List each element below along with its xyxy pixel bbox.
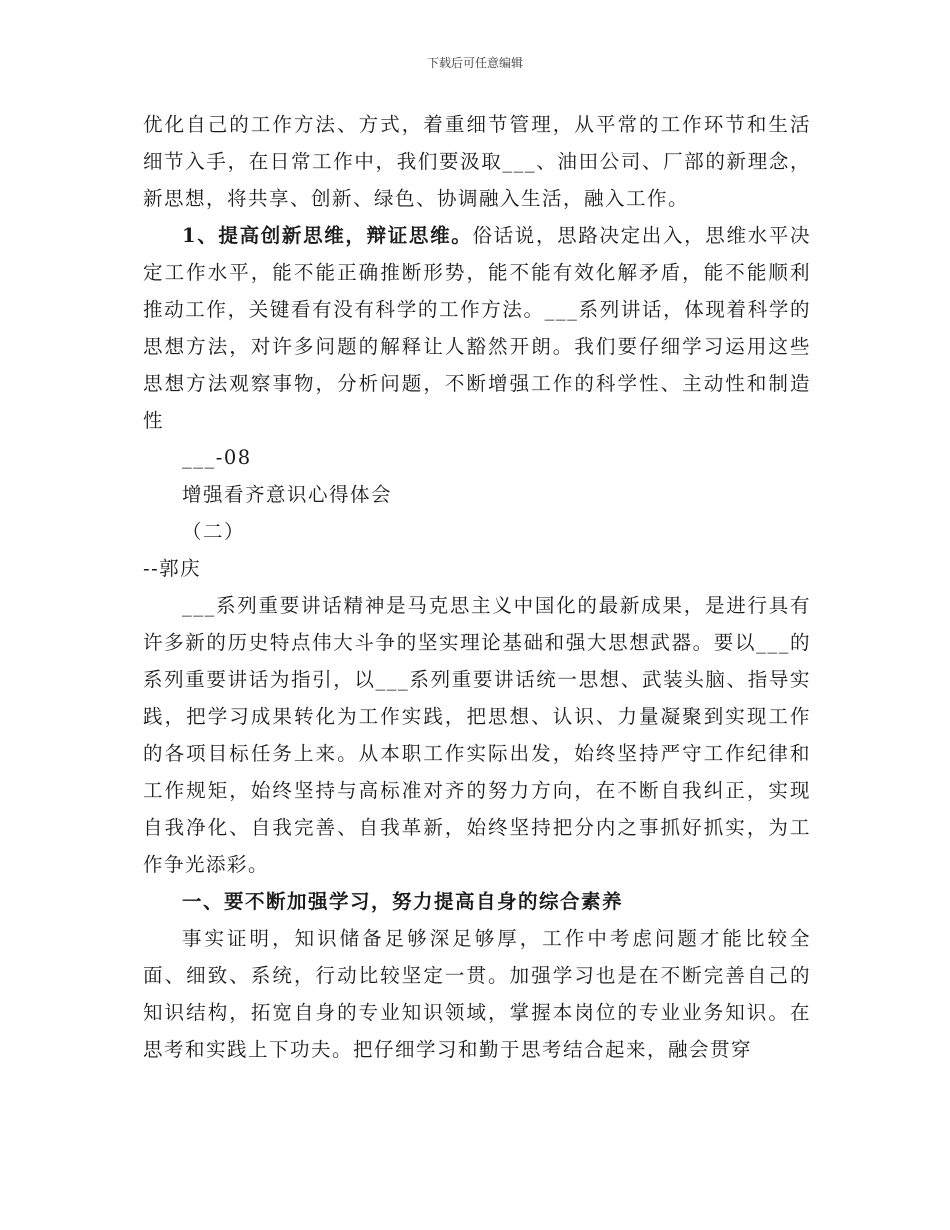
section-heading: 一、要不断加强学习，努力提高自身的综合素养: [182, 890, 624, 913]
article-title: 增强看齐意识心得体会: [182, 483, 393, 506]
paragraph-4: 事实证明，知识储备足够深足够厚，工作中考虑问题才能比较全面、细致、系统，行动比较坚定一贯。加强学习也是在不断完善自己的知识结构，拓宽自身的专业知识领域，掌握本岗位的专业业务知识。在思考和实践上下功夫。把仔细学习和勤于思考结合起来，融会贯穿: [143, 927, 811, 1061]
paragraph-2: [143, 217, 811, 439]
author-line: --郭庆: [143, 557, 202, 580]
paragraph-1: 优化自己的工作方法、方式，着重细节管理，从平常的工作环节和生活细节入手，在日常工作中，我们要汲取___、油田公司、厂部的新理念，新思想，将共享、创新、绿色、协调融入生活，融入工作。: [143, 113, 811, 210]
date-line: ___-08: [182, 446, 252, 469]
paragraph-2-lead: 1、提高创新思维，辩证思维。: [182, 224, 473, 247]
page-header: 下载后可任意编辑: [426, 56, 523, 70]
paragraph-3: ___系列重要讲话精神是马克思主义中国化的最新成果，是进行具有许多新的历史特点伟大斗争的坚实理论基础和强大思想武器。要以___的系列重要讲话为指引，以___系列重要讲话统一思想、武装头脑、指导实践，把学习成果转化为工作实践，把思想、认识、力量凝聚到实现工作的各项目标任务上来。从本职工作实际出发，始终坚持严守工作纪律和工作规矩，始终坚持与高标准对齐的努力方向，在不断自我纠正，实现自我净化、自我完善、自我革新，始终坚持把分内之事抓好抓实，为工作争光添彩。: [143, 594, 811, 876]
document-body: [143, 106, 811, 1068]
paragraph-2-text: 俗话说，思路决定出入，思维水平决定工作水平，能不能正确推断形势，能不能有效化解矛盾，能不能顺利推动工作，关键看有没有科学的工作方法。___系列讲话，体现着科学的思想方法，对许多问题的解释让人豁然开朗。我们要仔细学习运用这些思想方法观察事物，分析问题，不断增强工作的科学性、主动性和制造性: [143, 224, 811, 432]
article-number: （二）: [182, 520, 246, 543]
